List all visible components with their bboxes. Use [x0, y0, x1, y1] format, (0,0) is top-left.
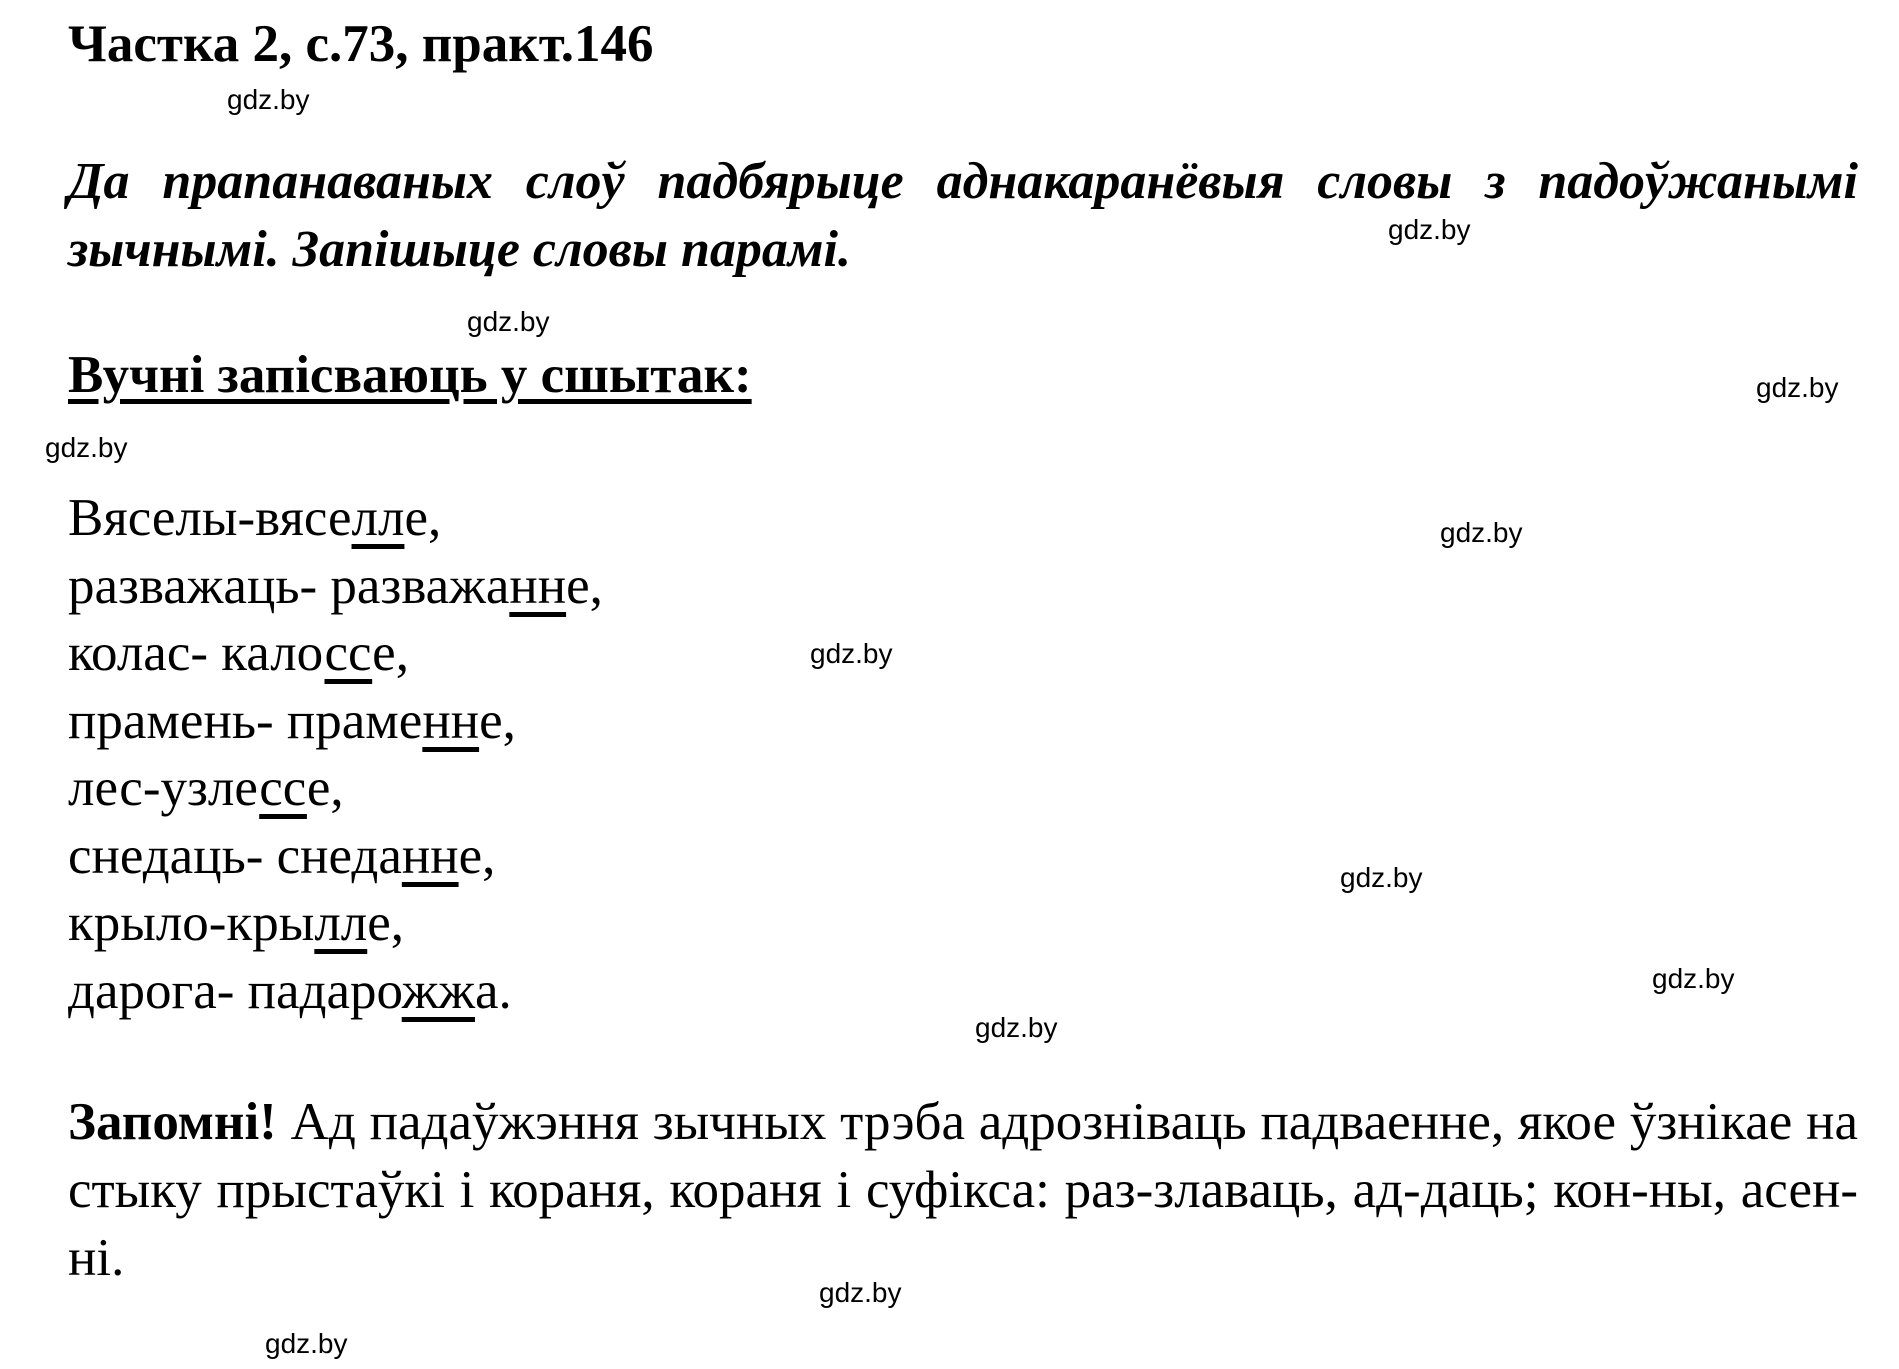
- pair-text: Вяселы-вясе: [68, 489, 352, 547]
- watermark: gdz.by: [819, 1277, 902, 1308]
- pair-ending: е,: [372, 624, 409, 682]
- watermark: gdz.by: [1756, 372, 1839, 403]
- remember-text: Ад падаўжэння зычных трэба адрозніваць падваенне, якое ўзнікае на стыку прыстаўкі і кораня, кораня і суфікса: раз-злаваць, ад-даць; кон-ны, асен-ні.: [68, 1093, 1858, 1287]
- task-instruction: Да прапанаваных слоў падбярыце аднакаранёвыя словы з падоўжанымі зычнымі. Запішыце словы парамі.: [68, 153, 1858, 278]
- pair-text: колас- кало: [68, 624, 325, 682]
- word-pair: [68, 485, 603, 553]
- watermark: gdz.by: [265, 1328, 348, 1359]
- page-title: Частка 2, с.73, практ.146: [68, 15, 654, 73]
- word-pair: [68, 755, 603, 823]
- pair-ending: а.: [474, 961, 512, 1020]
- watermark: gdz.by: [810, 638, 893, 669]
- remember-label: Запомні!: [68, 1093, 277, 1151]
- watermark: gdz.by: [227, 84, 310, 115]
- word-pair: [68, 620, 603, 688]
- pair-text: разважаць- разважа: [68, 556, 510, 615]
- watermark: gdz.by: [467, 306, 550, 337]
- doubled-consonant: сс: [259, 759, 307, 817]
- doubled-consonant: сс: [324, 624, 373, 682]
- doubled-consonant: лл: [314, 894, 368, 952]
- word-pair: [68, 553, 603, 621]
- remember-note: [68, 1088, 1858, 1292]
- watermark: gdz.by: [1340, 862, 1423, 893]
- doubled-consonant: жж: [401, 961, 475, 1020]
- pair-text: прамень- праме: [68, 691, 423, 750]
- doubled-consonant: лл: [351, 489, 405, 547]
- pair-text: крыло-кры: [68, 894, 315, 952]
- pair-ending: е,: [404, 489, 442, 547]
- doubled-consonant: нн: [401, 826, 459, 885]
- word-pair: [68, 823, 603, 891]
- word-pair: [68, 688, 603, 756]
- pair-text: лес-узле: [68, 759, 260, 817]
- pair-ending: е,: [458, 826, 496, 885]
- word-pairs-list: [68, 485, 603, 1025]
- doubled-consonant: нн: [509, 556, 567, 615]
- watermark: gdz.by: [1652, 963, 1735, 994]
- pair-text: снедаць- снеда: [68, 826, 402, 885]
- doubled-consonant: нн: [422, 691, 480, 750]
- answer-heading: Вучні запісваюць у сшытак:: [68, 346, 752, 404]
- pair-ending: е,: [367, 894, 405, 952]
- watermark: gdz.by: [1440, 517, 1523, 548]
- watermark: gdz.by: [45, 432, 128, 463]
- word-pair: [68, 890, 603, 958]
- pair-text: дарога- падаро: [68, 961, 402, 1020]
- pair-ending: е,: [479, 691, 516, 750]
- word-pair: [68, 958, 603, 1026]
- watermark: gdz.by: [975, 1012, 1058, 1043]
- pair-ending: е,: [306, 759, 344, 817]
- pair-ending: е,: [566, 556, 603, 615]
- watermark: gdz.by: [1388, 214, 1471, 245]
